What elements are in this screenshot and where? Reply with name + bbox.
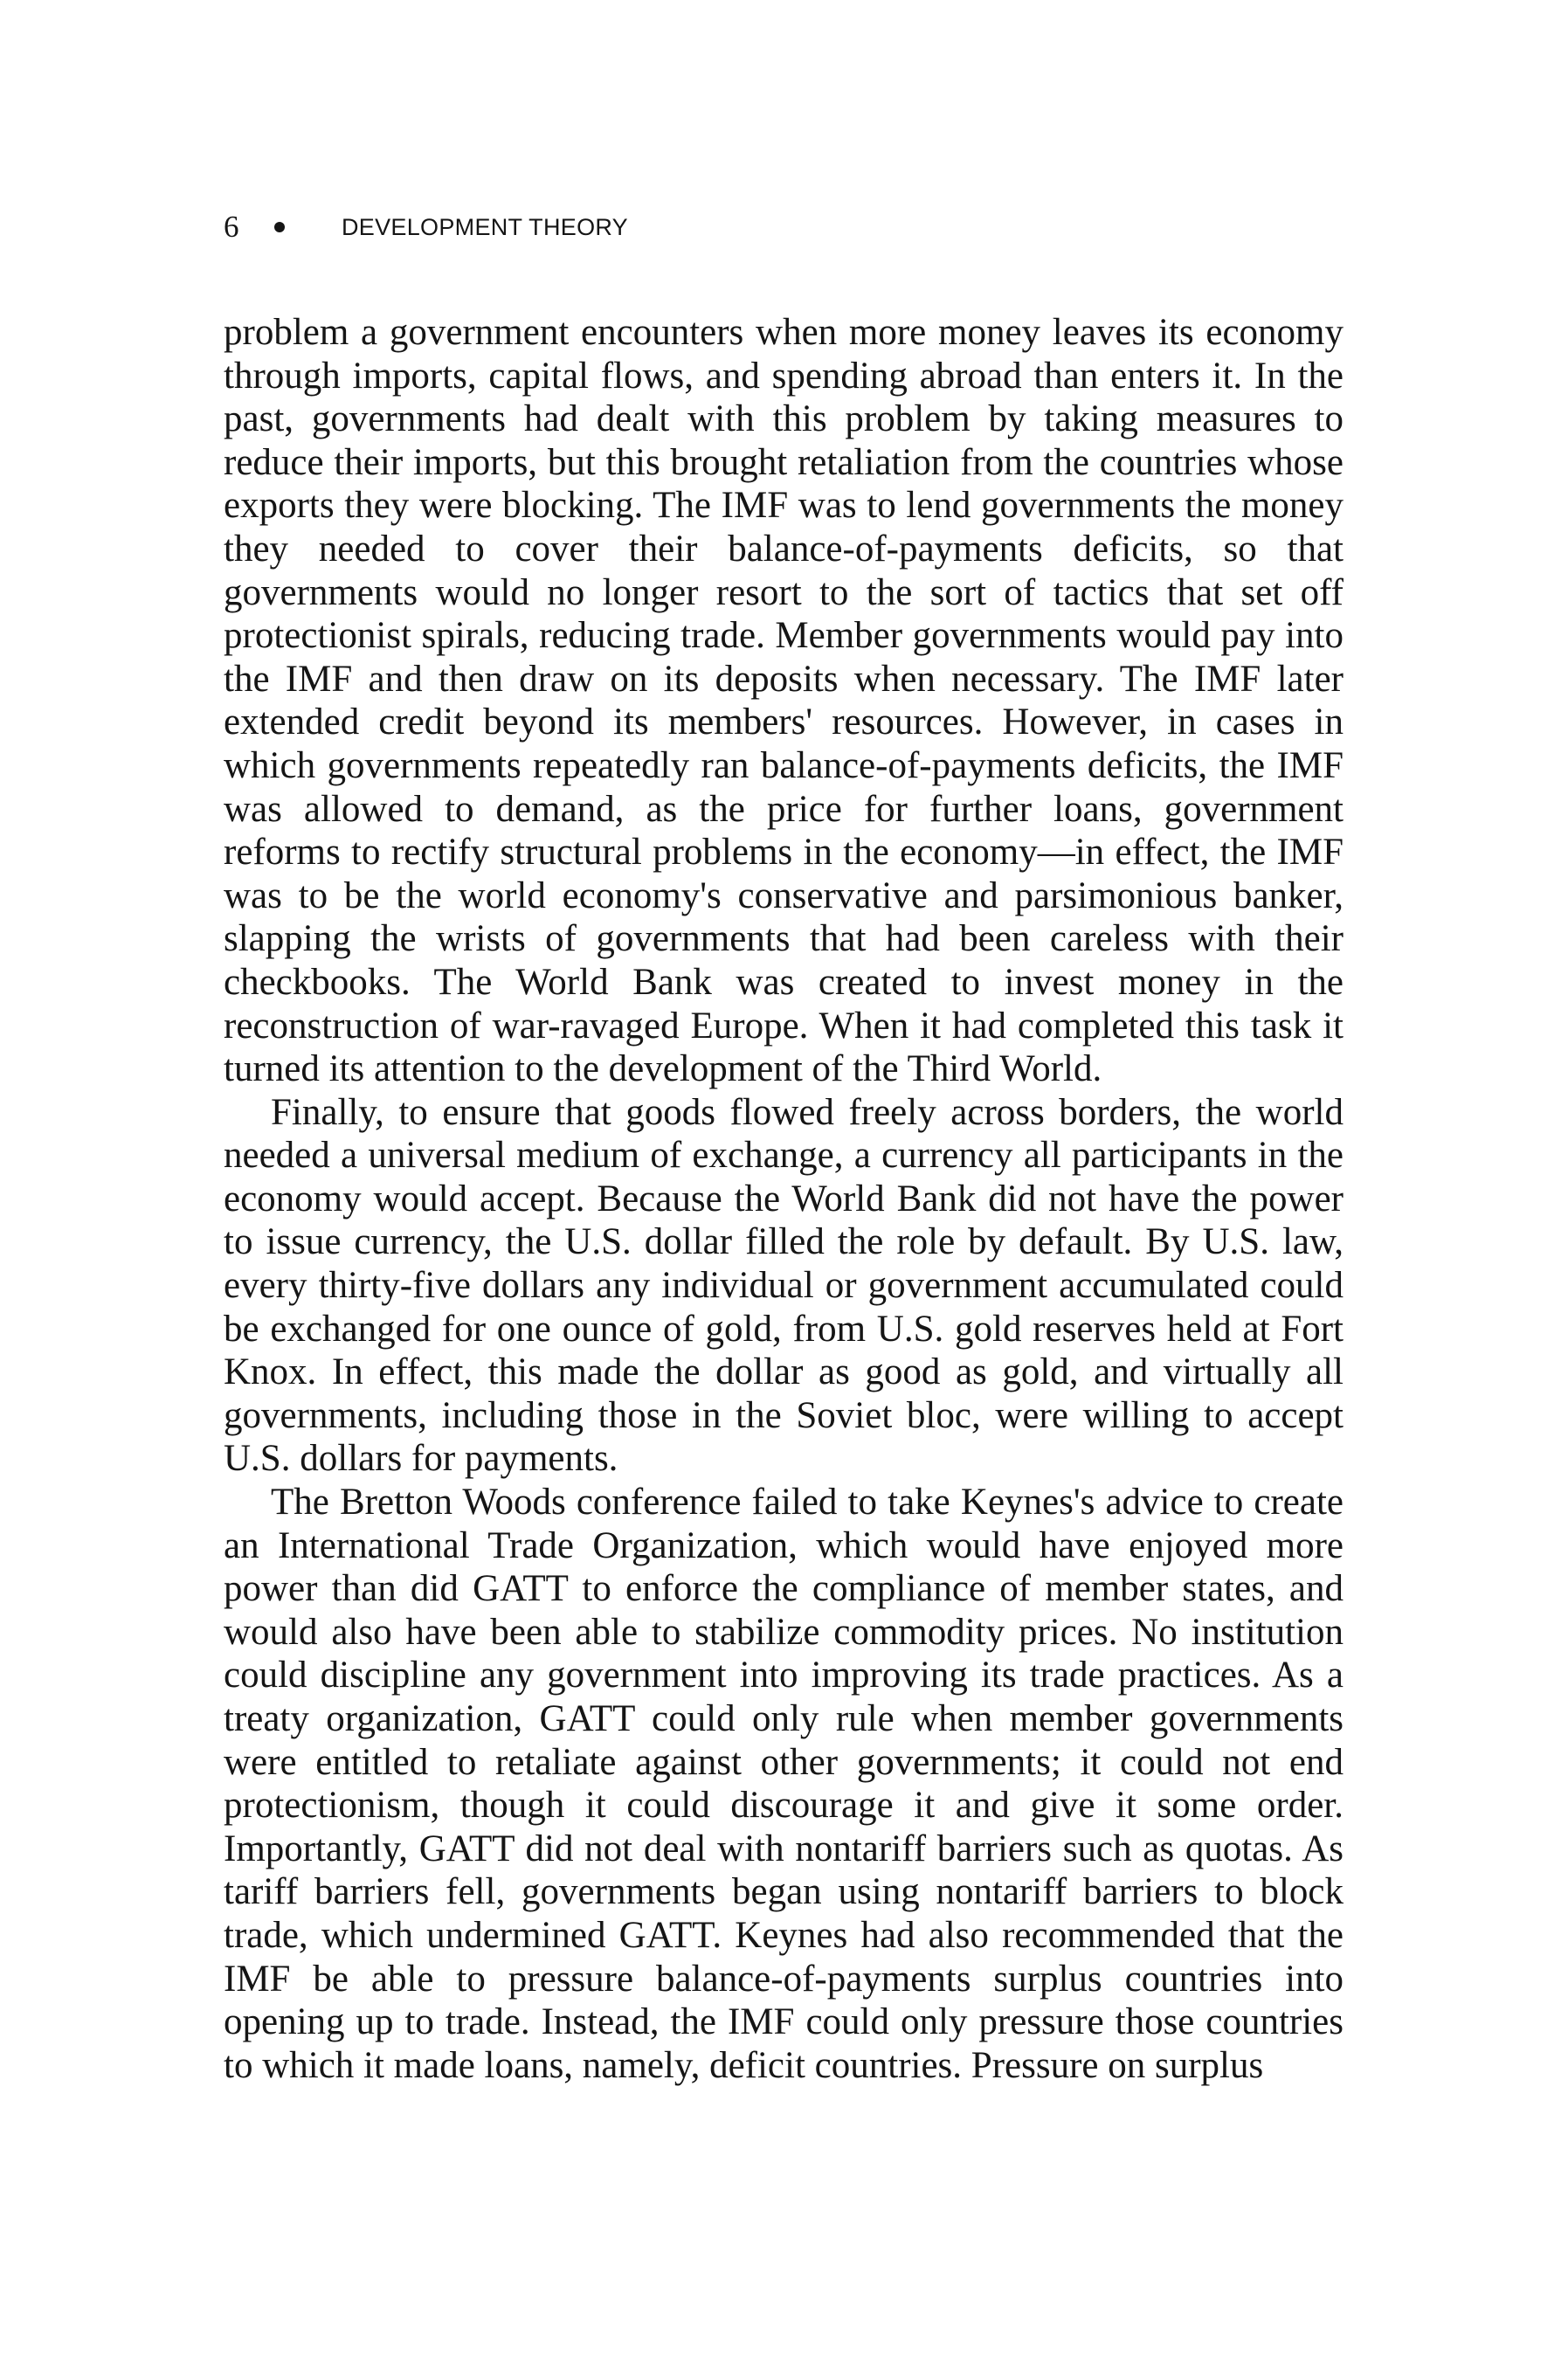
paragraph: Finally, to ensure that goods flowed freely across borders, the world needed a universal medium of exchange, a currency all participants in the economy would accept. Because the World Bank did not have the power to issue currency, the U.S. dollar filled the role by default. By U.S. law, every thirty-five dollars any individual or government accumulated could be exchanged for one ounce of gold, from U.S. gold reserves held at Fort Knox. In effect, this made the dollar as good as gold, and virtually all governments, including those in the Soviet bloc, were willing to accept U.S. dollars for payments. [224,1091,1344,1480]
body-text [224,311,1344,2087]
bullet-separator [274,222,285,232]
running-head [224,210,628,245]
page-number: 6 [224,210,239,244]
running-title: DEVELOPMENT THEORY [342,213,628,240]
paragraph-continued: problem a government encounters when more money leaves its economy through imports, capital flows, and spending abroad than enters it. In the past, governments had dealt with this problem by taking measures to reduce their imports, but this brought retaliation from the countries whose exports they were blocking. The IMF was to lend governments the money they needed to cover their balance-of-payments deficits, so that governments would no longer resort to the sort of tactics that set off protectionist spirals, reducing trade. Member governments would pay into the IMF and then draw on its deposits when necessary. The IMF later extended credit beyond its members' resources. However, in cases in which governments repeatedly ran balance-of-payments deficits, the IMF was allowed to demand, as the price for further loans, government reforms to rectify structural problems in the economy—in effect, the IMF was to be the world economy's conservative and parsimonious banker, slapping the wrists of governments that had been careless with their checkbooks. The World Bank was created to invest money in the reconstruction of war-ravaged Europe. When it had completed this task it turned its attention to the development of the Third World. [224,312,1344,1090]
paragraph: The Bretton Woods conference failed to take Keynes's advice to create an International Trade Organization, which would have enjoyed more power than did GATT to enforce the compliance of member states, and would also have been able to stabilize commodity prices. No institution could discipline any government into improving its trade practices. As a treaty organization, GATT could only rule when member governments were entitled to retaliate against other governments; it could not end protectionism, though it could discourage it and give it some order. Importantly, GATT did not deal with nontariff barriers such as quotas. As tariff barriers fell, governments began using nontariff barriers to block trade, which undermined GATT. Keynes had also recommended that the IMF be able to pressure balance-of-payments surplus countries into opening up to trade. Instead, the IMF could only pressure those countries to which it made loans, namely, deficit countries. Pressure on surplus [224,1482,1344,2086]
